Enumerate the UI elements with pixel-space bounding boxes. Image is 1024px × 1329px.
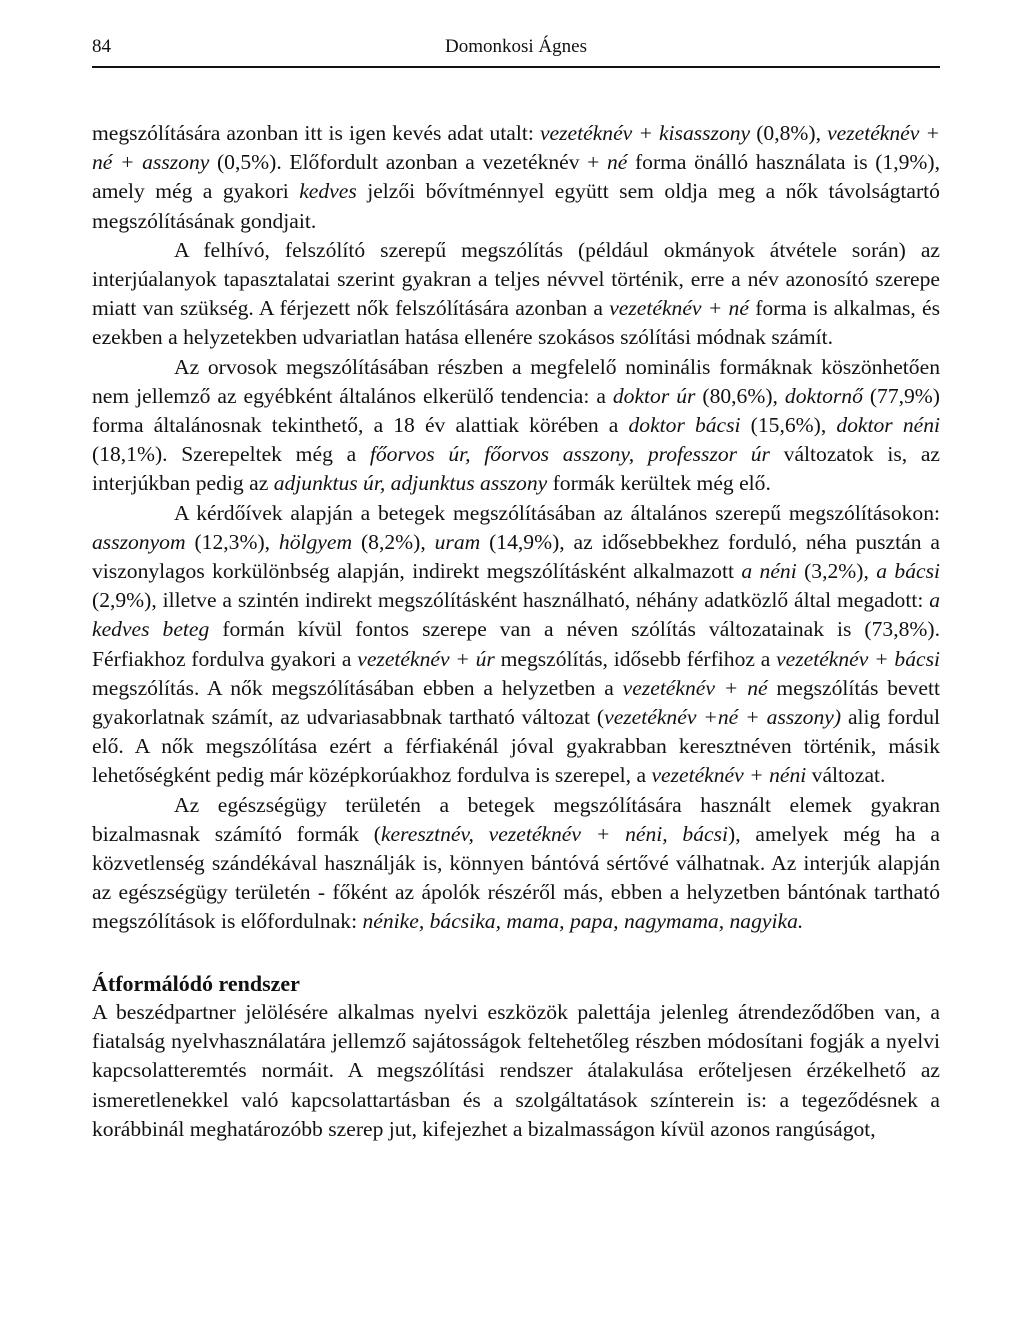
header-rule	[92, 66, 940, 68]
italic-term: uram	[434, 529, 481, 554]
paragraph-list	[92, 119, 940, 937]
text-run: (80,6%),	[695, 383, 785, 408]
page-number: 84	[92, 36, 111, 57]
text-run: (18,1%). Szerepeltek még a	[92, 442, 370, 467]
italic-term: vezetéknév + bácsi	[776, 646, 941, 671]
italic-term: vezetéknév + úr	[357, 646, 495, 671]
text-run: megszólítására azonban itt is igen kevés adat utalt:	[92, 121, 540, 145]
italic-term: vezetéknév + néni	[651, 763, 807, 788]
italic-term: vezetéknév + né	[609, 296, 749, 321]
text-run: forma önálló használata is (1,9%), amely még a gyakori	[92, 150, 940, 204]
text-run: forma is alkalmas, és ezekben a helyzetekben udvariatlan hatása ellenére szokásos szólítási módnak számít.	[92, 296, 941, 350]
text-run: megszólítás, idősebb férfihoz a	[494, 646, 777, 671]
italic-term: né	[606, 150, 628, 175]
text-run: A beszédpartner jelölésére alkalmas nyelvi eszközök palettája jelenleg átrendeződőben van, a fiatalság nyelvhasználatára jellemző sajátosságok feltehetőleg részben módosítani fogják a nyelvi kapcsolatteremtés normáit. A megszólítási rendszer átalakulása erőteljesen érzékelhető az ismeretlenekkel való kapcsolattartásban és a szolgáltatások színterein is: a tegeződésnek a korábbinál meghatározóbb szerep jut, kifejezhet a bizalmasságon kívül azonos rangúságot,	[92, 999, 940, 1141]
body-paragraph	[92, 499, 940, 791]
italic-term: vezetéknév +né + asszony)	[604, 705, 842, 730]
text-run: (14,9%), az idősebbekhez forduló, néha pusztán a viszonylagos korkülönbség alapján, indirekt megszólításként alkalmazott	[92, 529, 940, 584]
text-run: (15,6%),	[740, 413, 837, 438]
text-run: (12,3%),	[185, 529, 279, 554]
text-run: változatok is, az interjúkban pedig az	[92, 442, 940, 496]
text-run: A felhívó, felszólító szerepű megszólítás (például okmányok átvétele során) az interjúalanyok tapasztalatai szerint gyakran a teljes névvel történik, erre a név azonosító szerepe miatt van szükség. A férjezett nők felszólítására azonban a	[92, 237, 940, 321]
text-run: (8,2%),	[352, 529, 435, 554]
running-title: Domonkosi Ágnes	[445, 36, 587, 57]
body-paragraph	[92, 236, 940, 353]
text-run: ), amelyek még ha a közvetlenség szándékával használják is, könnyen bántóvá sértővé válhatnak. Az interjúk alapján az egészségügy területén - főként az ápolók részéről más, ebben a helyzetben bántónak tartható megszólítások is előfordulnak:	[92, 821, 940, 934]
italic-term: doktor bácsi	[628, 413, 741, 438]
text-run: (0,5%). Előfordult azonban a vezetéknév +	[209, 150, 607, 175]
running-header	[92, 28, 940, 68]
text-run: (3,2%),	[796, 559, 877, 584]
text-run: alig fordul elő. A nők megszólítása ezért a férfiakénál jóval gyakrabban keresztnéven történik, másik lehetőségként pedig már középkorúakhoz fordulva is szerepel, a	[92, 705, 941, 788]
italic-term: hölgyem	[278, 529, 353, 554]
italic-term: kedves	[299, 179, 357, 204]
italic-term: a bácsi	[876, 559, 941, 584]
italic-term: doktornő	[784, 383, 863, 408]
italic-term: doktor úr	[612, 383, 696, 408]
italic-term: vezetéknév + kisasszony	[539, 121, 751, 145]
italic-term: vezetéknév + né	[622, 675, 768, 700]
italic-term: a néni	[741, 559, 797, 584]
text-run: jelzői bővítménnyel együtt sem oldja meg a nők távolságtartó megszólításának gondjait.	[92, 179, 940, 233]
text-run: formán kívül fontos szerepe van a néven szólítás változatainak is (73,8%). Férfiakhoz fordulva gyakori a	[92, 617, 940, 671]
text-run: A kérdőívek alapján a betegek megszólításában az általános szerepű megszólításokon:	[174, 500, 940, 525]
text-run: (0,8%),	[750, 121, 828, 145]
text-run: Az egészségügy területén a betegek megszólítására használt elemek gyakran bizalmasnak számító formák (	[92, 792, 940, 846]
italic-term: asszonyom	[92, 529, 186, 554]
section-paragraph-list	[92, 998, 940, 1144]
italic-term: főorvos úr, főorvos asszony, professzor úr	[369, 442, 770, 467]
text-run: változat.	[806, 763, 886, 788]
italic-term: doktor néni	[836, 413, 940, 438]
italic-term: vezetéknév + né + asszony	[92, 121, 940, 175]
text-run: megszólítás. A nők megszólításában ebben a helyzetben a	[92, 675, 623, 700]
italic-term: keresztnév, vezetéknév + néni, bácsi	[380, 821, 729, 846]
body-paragraph	[92, 791, 940, 937]
body-text	[92, 119, 940, 1144]
text-run: (77,9%) forma általánosnak tekinthető, a 18 év alattiak körében a	[92, 383, 940, 438]
italic-term: adjunktus úr, adjunktus asszony	[273, 471, 548, 496]
text-run: (2,9%), illetve a szintén indirekt megszólításként használható, néhány adatközlő által megadott:	[92, 588, 930, 613]
text-run: formák kerültek még elő.	[547, 471, 771, 496]
book-page	[92, 28, 940, 1144]
section-heading: Átformálódó rendszer	[92, 970, 300, 996]
body-paragraph	[92, 119, 940, 236]
body-paragraph	[92, 998, 940, 1144]
body-paragraph	[92, 353, 940, 499]
italic-term: nénike, bácsika, mama, papa, nagymama, nagyika.	[362, 909, 804, 934]
italic-term: a kedves beteg	[92, 588, 940, 642]
text-run: Az orvosok megszólításában részben a megfelelő nominális formáknak köszönhetően nem jellemző az egyébként általános elkerülő tendencia: a	[92, 354, 940, 408]
text-run: megszólítás bevett gyakorlatnak számít, az udvariasabbnak tartható változat (	[92, 675, 940, 730]
